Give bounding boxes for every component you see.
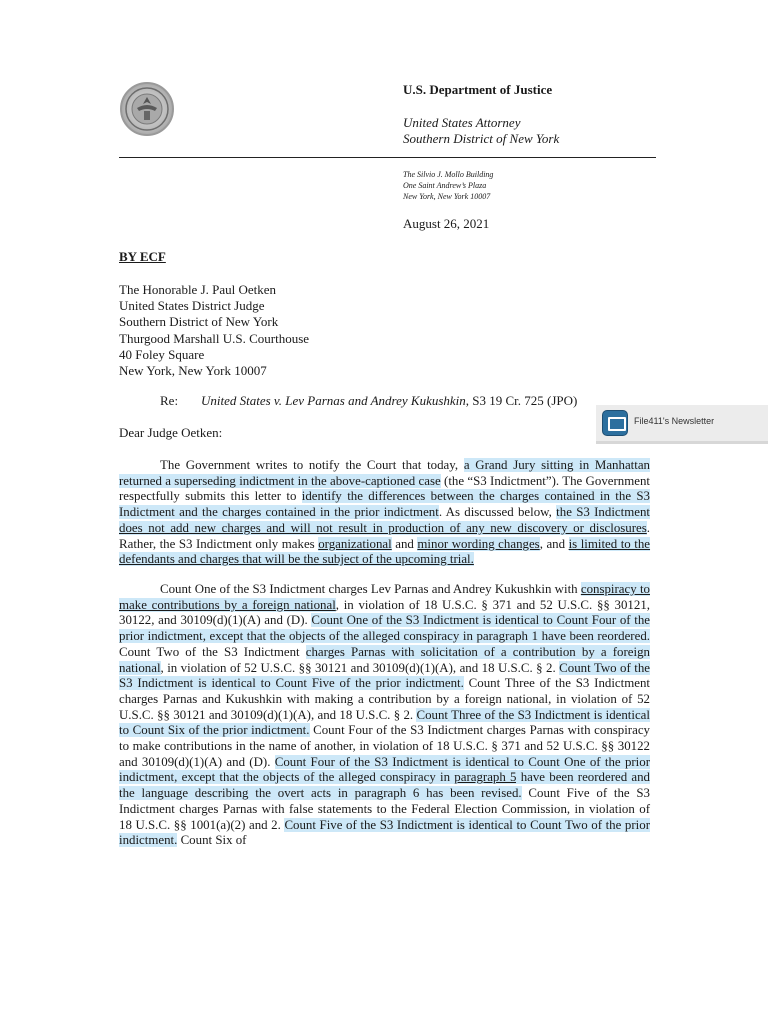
salutation: Dear Judge Oetken: [119, 425, 223, 440]
p1-highlight: the S3 Indictment [556, 505, 650, 520]
p2-highlight: Count Four of the S3 Indictment is identical to Count One of the prior indictment, except that the objects of the alleged conspiracy in [119, 754, 650, 785]
doj-seal-logo [120, 82, 174, 136]
p2-highlight: Count Two of the S3 Indictment is identical to Count Five of the prior indictment. [119, 660, 650, 691]
p2-text: , in violation of 52 U.S.C. §§ 30121 and 30109(d)(1)(A), and 18 U.S.C. § 2. [160, 660, 560, 675]
body-paragraph-2 [119, 582, 650, 849]
p1-highlight-underline: does not add new charges and will not result in production of any new discovery or disclosures [119, 520, 647, 535]
header-divider [119, 157, 656, 158]
p1-text: The Government writes to notify the Court that today, [160, 458, 464, 472]
body-paragraph-1 [119, 458, 650, 568]
p2-text: Count Two of the S3 Indictment [119, 644, 306, 659]
address-line-2: One Saint Andrew’s Plaza [403, 181, 487, 190]
p2-highlight: Count Five of the S3 Indictment is identical to Count Two of the prior indictment. [119, 817, 650, 848]
address-line-1: The Silvio J. Mollo Building [403, 170, 494, 179]
p1-highlight-underline: organizational [318, 536, 392, 551]
office-line-2: Southern District of New York [403, 131, 560, 146]
p2-text: Count One of the S3 Indictment charges Lev Parnas and Andrey Kukushkin with [160, 582, 581, 596]
recipient-line-1: The Honorable J. Paul Oetken [119, 282, 277, 297]
p2-text: Count Four of the S3 Indictment charges Parnas with conspiracy to make contributions in the name of another, in violation of 18 U.S.C. § 371 and 52 U.S.C. §§ 30122 and 30109(d)(1)(A) and (D). [119, 723, 650, 769]
recipient-line-5: 40 Foley Square [119, 346, 205, 362]
p2-highlight: charges Parnas with solicitation of a contribution by a foreign national [119, 644, 650, 675]
newsletter-icon [602, 410, 628, 436]
p2-highlight-underline: paragraph 5 [454, 770, 517, 785]
p2-highlight: Count One of the S3 Indictment is identical to Count Four of the prior indictment, except that the objects of the alleged conspiracy in paragraph 1 have been reordered. [119, 613, 650, 644]
p1-highlight: a Grand Jury sitting in Manhattan returned a superseding indictment in the above-captioned case [119, 458, 650, 488]
case-name: United States v. Lev Parnas and Andrey Kukushkin [201, 393, 466, 408]
p1-text: and [391, 536, 418, 551]
p1-text: . Rather, the S3 Indictment only makes [119, 520, 650, 551]
office-address [403, 169, 493, 202]
p2-text: Count Three of the S3 Indictment charges Parnas and Kukushkin with making a contribution by a foreign national, in violation of 52 U.S.C. §§ 30121 and 30109(d)(1)(A), and 18 U.S.C. § 2. [119, 676, 650, 722]
delivery-method: BY ECF [119, 249, 166, 264]
department-name: U.S. Department of Justice [403, 82, 553, 97]
p2-text: , in violation of 18 U.S.C. § 371 and 52 U.S.C. §§ 30121, 30122, and 30109(d)(1)(A) and (D). [119, 597, 650, 628]
re-label: Re: [160, 393, 179, 408]
address-line-3: New York, New York 10007 [403, 192, 491, 201]
p1-text: . As discussed below, [438, 505, 557, 520]
p1-highlight-underline: is limited to the defendants and charges that will be the subject of the upcoming trial. [119, 536, 651, 567]
newsletter-label: File411's Newsletter [634, 416, 715, 426]
office-line-1: United States Attorney [403, 115, 521, 130]
p2-text: Count Five of the S3 Indictment charges Parnas with false statements to the Federal Election Commission, in violation of 18 U.S.C. §§ 1001(a)(2) and 2. [119, 786, 650, 832]
p1-highlight-underline: minor wording changes [417, 536, 540, 551]
p2-highlight: Count Three of the S3 Indictment is identical to Count Six of the prior indictment. [119, 707, 650, 738]
case-number: , S3 19 Cr. 725 (JPO) [465, 393, 578, 408]
p1-highlight: identify the differences between the charges contained in the S3 Indictment and the charges contained in the prior indictment [119, 489, 650, 520]
newsletter-badge[interactable] [596, 405, 768, 444]
p2-highlight-underline: conspiracy to make contributions by a foreign national [119, 582, 650, 612]
p2-highlight: have been reordered and the language describing the overt acts in paragraph 6 has been revised. [119, 770, 650, 801]
recipient-line-2: United States District Judge [119, 298, 265, 314]
office-name [403, 115, 559, 147]
p2-text: Count Six of [177, 833, 247, 848]
letter-date: August 26, 2021 [403, 216, 490, 231]
re-subject [201, 393, 577, 409]
recipient-line-4: Thurgood Marshall U.S. Courthouse [119, 330, 310, 346]
p1-text: (the “S3 Indictment”). The Government respectfully submits this letter to [119, 473, 650, 504]
recipient-address [119, 282, 309, 379]
recipient-line-3: Southern District of New York [119, 314, 279, 330]
recipient-line-6: New York, New York 10007 [119, 363, 267, 379]
p1-text: , and [539, 536, 569, 551]
